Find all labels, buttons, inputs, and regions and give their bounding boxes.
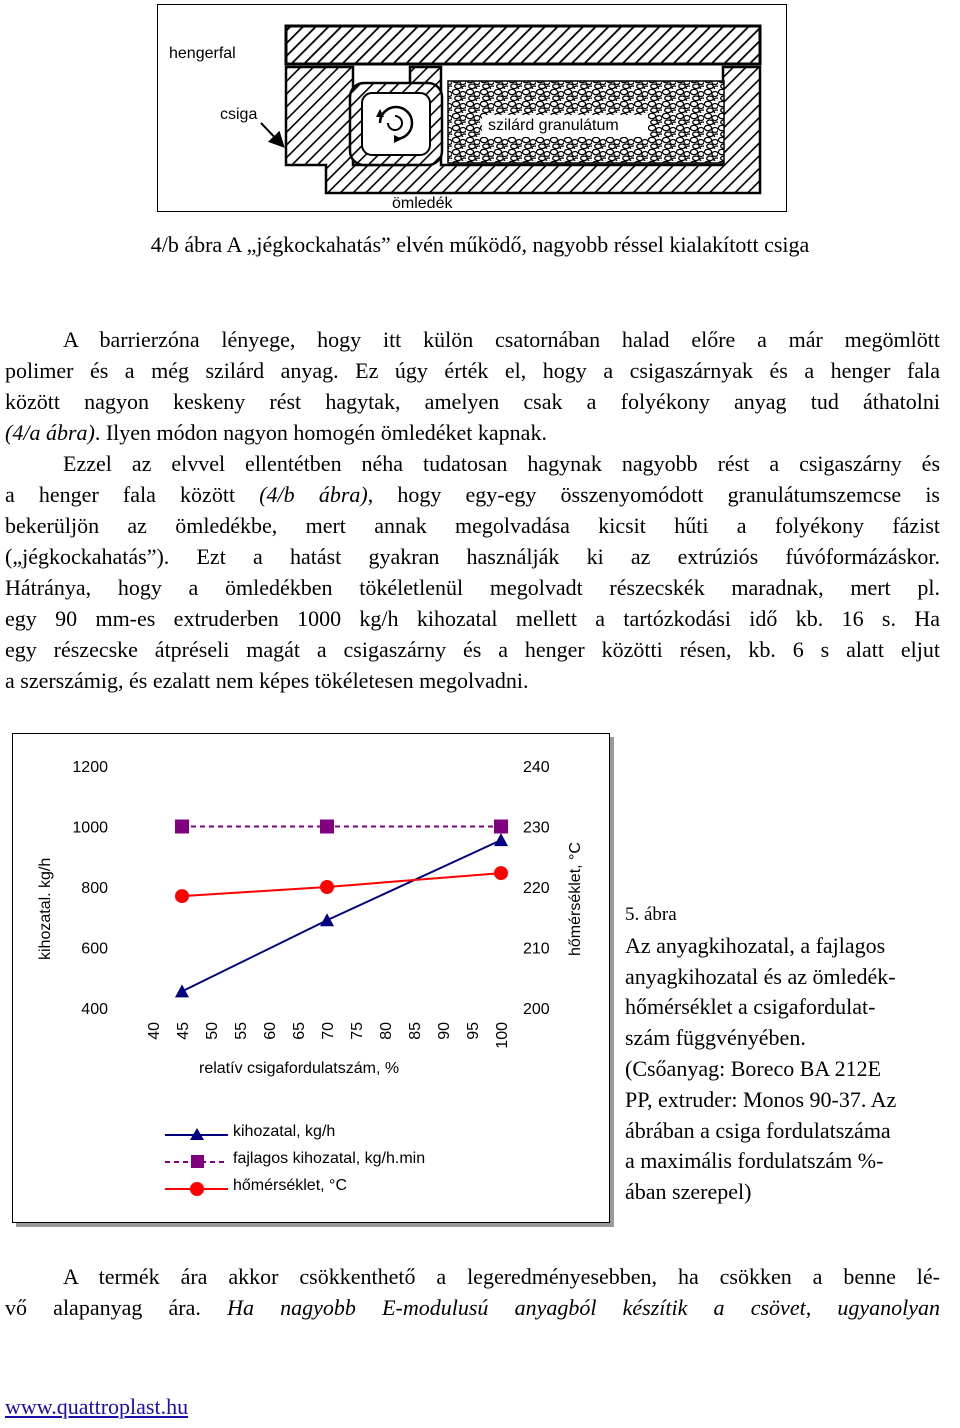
paragraph-1-line-3: között nagyon keskeny rést hagytak, amelyen csak a folyékony anyag tud áthatolni <box>5 389 940 414</box>
figure-5-caption-line: PP, extruder: Monos 90-37. Az <box>625 1086 897 1112</box>
y-right-tick-label: 210 <box>523 940 550 958</box>
x-tick-label: 50 <box>204 1022 221 1040</box>
y-left-tick-label: 400 <box>81 1001 108 1018</box>
paragraph-2-line-6: egy 90 mm-es extruderben 1000 kg/h kihozatal mellett a tartózkodási idő kb. 16 s. Ha <box>5 606 940 631</box>
figure-5-caption-line: hőmérséklet a csigafordulat- <box>625 994 876 1020</box>
y-right-tick-label: 220 <box>523 880 550 897</box>
y-left-tick-label: 800 <box>81 880 108 897</box>
paragraph-1-line-2: polimer és a még szilárd anyag. Ez úgy érték el, hogy a csigaszárnyak és a henger fala <box>5 358 940 383</box>
specific-output-point <box>175 820 189 834</box>
legend-label-output: kihozatal, kg/h <box>233 1123 336 1140</box>
paragraph-2-line-1: Ezzel az elvvel ellentétben néha tudatosan hagynak nagyobb rést a csigaszárny és <box>63 451 940 476</box>
website-link[interactable]: www.quattroplast.hu <box>5 1394 189 1419</box>
paragraph-1-line-4-rest: . Ilyen módon nagyon homogén ömledéket kapnak. <box>94 420 547 445</box>
y-right-tick-label: 200 <box>523 1001 550 1018</box>
x-tick-label: 55 <box>233 1022 250 1040</box>
y-left-tick-label: 1200 <box>72 759 108 776</box>
y-axis-right-label: hőmérséklet, °C <box>567 842 584 956</box>
paragraph-3 <box>5 1261 940 1323</box>
chart-legend <box>160 1120 480 1201</box>
chart-axes <box>72 759 549 1049</box>
label-screw: csiga <box>220 106 258 123</box>
label-cylinder-wall: hengerfal <box>169 45 236 62</box>
paragraph-2-line-2 <box>5 479 940 510</box>
paragraph-2-line-2-a: a henger fala között <box>5 482 260 507</box>
x-tick-label: 75 <box>349 1022 366 1040</box>
output-point <box>175 984 189 997</box>
figure-5-caption-line: ában szerepel) <box>625 1179 752 1205</box>
paragraph-3-line-2 <box>5 1292 940 1323</box>
specific-output-point <box>320 820 334 834</box>
paragraph-3-line-2-a: vő alapanyag ára. <box>5 1295 228 1320</box>
paragraph-3-line-1: A termék ára akkor csökkenthető a legeredményesebben, ha csökken a benne lé- <box>63 1264 940 1289</box>
figure-ref-4b: (4/b ábra) <box>259 482 368 507</box>
figure-5-caption-line: (Csőanyag: Boreco BA 212E <box>625 1055 882 1081</box>
y-right-tick-label: 240 <box>523 759 550 776</box>
figure-5-caption <box>625 900 960 1208</box>
x-tick-label: 70 <box>320 1022 337 1040</box>
paragraph-1-line-1: A barrierzóna lényege, hogy itt külön csatornában halad előre a már megömlött <box>63 327 940 352</box>
paragraph-2-line-7: egy részecske átpréseli magát a csigaszárny és a henger közötti résen, kb. 6 s alatt eljut <box>5 637 940 662</box>
paragraph-2-line-2-b: , hogy egy-egy összenyomódott granulátumszemcse is <box>367 482 940 507</box>
output-point <box>320 913 334 926</box>
temperature-point <box>320 880 334 894</box>
paragraph-2-line-4: („jégkockahatás”). Ezt a hatást gyakran használják ki az extrúziós fúvóformázáskor. <box>5 544 940 569</box>
y-right-label-wrap <box>566 842 586 956</box>
x-tick-label: 95 <box>465 1022 482 1040</box>
x-tick-label: 40 <box>146 1022 163 1040</box>
x-tick-label: 60 <box>262 1022 279 1040</box>
paragraph-2-line-3: bekerüljön az ömledékbe, mert annak megolvadása kicsit hűti a folyékony fázist <box>5 513 940 538</box>
x-axis-label: relatív csigafordulatszám, % <box>199 1060 400 1077</box>
x-tick-label: 90 <box>436 1022 453 1040</box>
x-tick-label: 85 <box>407 1022 424 1040</box>
y-left-tick-label: 600 <box>81 940 108 958</box>
x-tick-label: 65 <box>291 1022 308 1040</box>
temperature-point <box>175 889 189 903</box>
figure-5-caption-line: ábrában a csiga fordulatszáma <box>625 1117 891 1143</box>
paragraph-2 <box>5 448 940 696</box>
specific-output-point <box>494 820 508 834</box>
paragraph-2-line-8: a szerszámig, és ezalatt nem képes tökéletesen megolvadni. <box>5 668 529 693</box>
label-solid-granulate: szilárd granulátum <box>488 117 619 134</box>
legend-label-temperature: hőmérséklet, °C <box>233 1177 347 1194</box>
paragraph-1 <box>5 324 940 448</box>
figure-5-caption-line: szám függvényében. <box>625 1025 806 1051</box>
y-axis-left-label: kihozatal. kg/h <box>37 857 54 960</box>
paragraph-1-line-4 <box>5 417 940 448</box>
paragraph-2-line-5: Hátránya, hogy a ömledékben tökéletlenül megolvadt részecskék maradnak, mert pl. <box>5 575 940 600</box>
figure-5-caption-line: Az anyagkihozatal, a fajlagos <box>625 932 886 958</box>
legend-item-specific-output <box>160 1147 480 1174</box>
legend-item-output <box>160 1120 480 1147</box>
figure-ref-4a: (4/a ábra) <box>5 420 95 445</box>
y-left-label-wrap <box>37 857 59 960</box>
series-line <box>182 873 501 896</box>
x-tick-label: 100 <box>494 1022 511 1049</box>
figure-5-caption-line: anyagkihozatal és az ömledék- <box>625 963 896 989</box>
y-left-tick-label: 1000 <box>72 819 108 837</box>
figure-4b <box>157 4 787 212</box>
series-line <box>182 840 501 991</box>
x-tick-label: 80 <box>378 1022 395 1040</box>
x-tick-label: 45 <box>175 1022 192 1040</box>
y-right-tick-label: 230 <box>523 819 550 837</box>
figure-4b-caption: 4/b ábra A „jégkockahatás” elvén működő, nagyobb réssel kialakított csiga <box>150 232 810 257</box>
label-melt: ömledék <box>392 195 453 212</box>
figure-5-caption-line: a maximális fordulatszám %- <box>625 1148 884 1174</box>
temperature-point <box>494 866 508 880</box>
figure-5-caption-line: 5. ábra <box>625 904 677 925</box>
output-point <box>494 833 508 846</box>
paragraph-3-line-2-italic: Ha nagyobb E-modulusú anyagból készítik a csövet, ugyanolyan <box>227 1295 941 1320</box>
legend-label-specific-output: fajlagos kihozatal, kg/h.min <box>233 1150 426 1167</box>
chart-series <box>175 820 508 998</box>
legend-item-temperature <box>160 1174 480 1201</box>
